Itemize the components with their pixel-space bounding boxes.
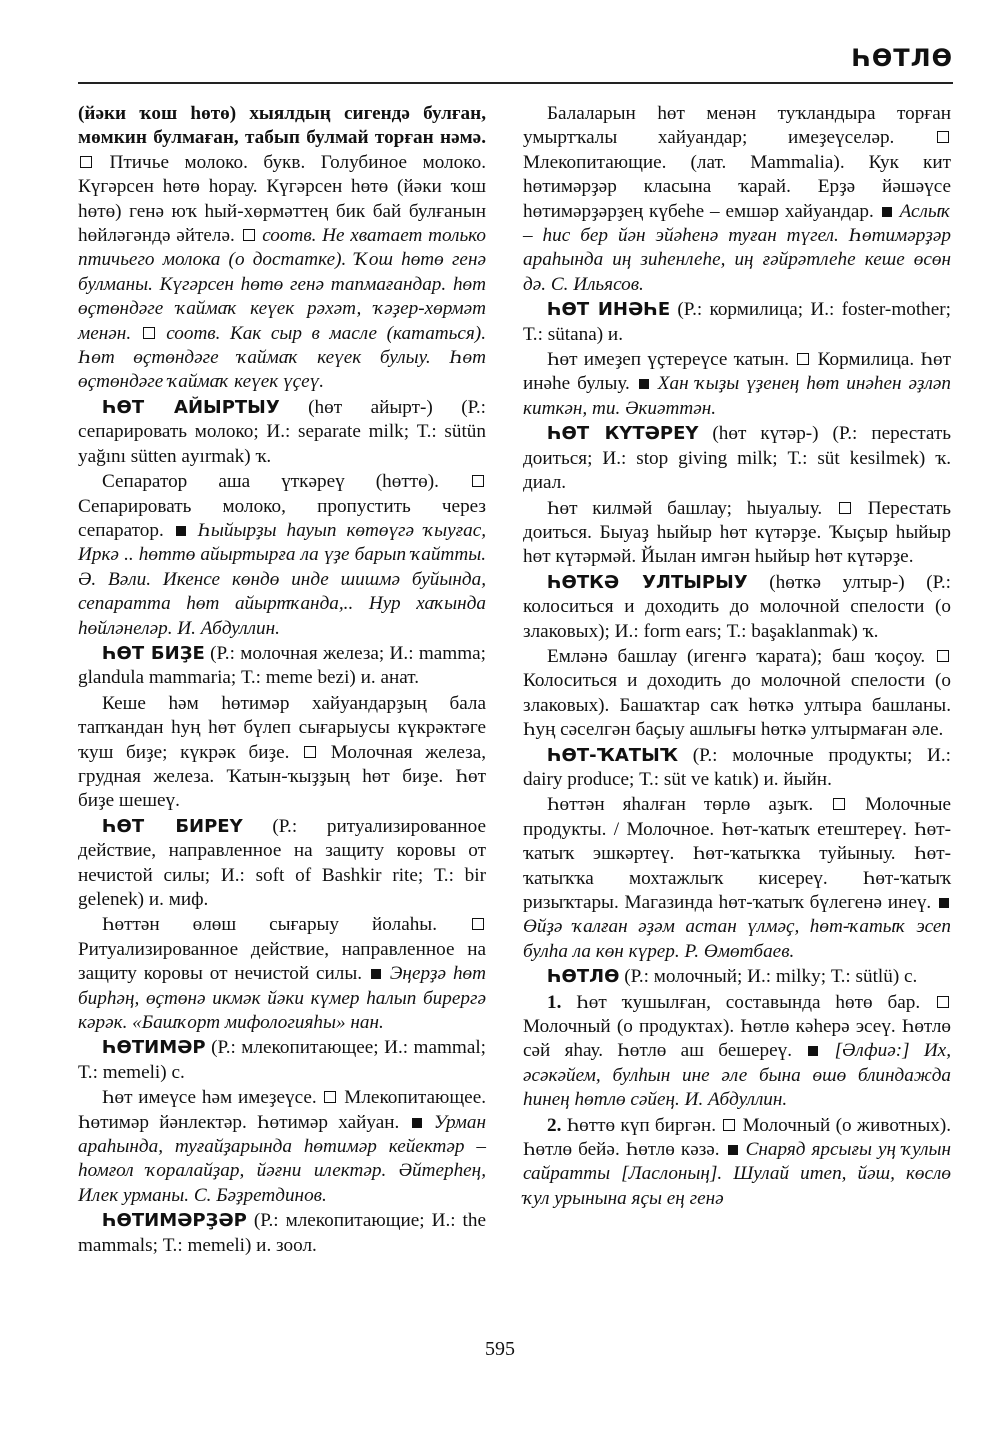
quotation: [Әлфиә:] Их, әсәкәйем, булһын ине әле бына өшө блиндажда һинең һөтлө сәйең. И. Абдуллин. [523, 1040, 952, 1111]
continued-entry [78, 102, 486, 395]
headword: ҺӨТ ИНӘҺЕ [547, 299, 671, 321]
entry-grammar: (һөт айырт-) (Р.: сепарировать молоко; И.: separate milk; Т.: sütün yağını sütten ayırmak) ҡ. [78, 396, 486, 467]
headword: ҺӨТЛӨ [547, 966, 620, 988]
entry-grammar: (Р.: кормилица; И.: foster-mother; Т.: sütana) и. [523, 299, 952, 345]
dictionary-entry [523, 965, 951, 989]
quotation: Урман араһында, туғайҙарында һөтимәр кейектәр – һомғол ҡоралайҙар, йәғни илектәр. Әйтерһең, Илек урманы. С. Бәҙретдинов. [78, 1111, 487, 1206]
translation: Колоситься и доходить до молочной спелости (о злаковых). Башаҡтар саҡ һөткә ултыра башланы. Һуң сәселгән баҫыу ашлығы һөткә ултырмаған әле. [523, 670, 951, 741]
definition: Һөт имеҙеп үҫтереүсе ҡатын. [547, 349, 790, 371]
running-head: ҺӨТЛӨ [851, 44, 953, 72]
translation-marker-icon [243, 229, 255, 241]
quotation-marker-icon [412, 1118, 422, 1128]
translation-marker-icon [833, 798, 845, 810]
translation-marker-icon [472, 475, 484, 487]
headword: ҺӨТ БИРЕҮ [102, 815, 243, 837]
entry-grammar: (Р.: молочные продукты; И.: dairy produce; Т.: süt ve katık) и. йыйн. [523, 744, 951, 790]
quotation: Эңерҙә һөт бирһәң, өҫтөнә икмәк йәки күмер һалып бирергә кәрәк. «Башҡорт мифологияһы» нан. [78, 963, 486, 1034]
quotation: Өйҙә ҡалған әҙәм астан үлмәҫ, һөт-ҡатыҡ эсеп булһа ла көн күрер. Р. Өмөтбаев. [523, 916, 951, 962]
headword: ҺӨТ-ҠАТЫҠ [547, 744, 679, 766]
headword: ҺӨТ КҮТӘРЕҮ [547, 423, 699, 445]
translation-marker-icon [937, 996, 949, 1008]
entry-sense [523, 348, 951, 421]
definition: Һөт ҡушылған, составында һөтө бар. [576, 991, 921, 1013]
header-rule [78, 82, 953, 84]
entry-grammar: (һөткә ултыр-) (Р.: колоситься и доходить до молочной спелости (о злаковых); И.: form ears; Т.: başaklanmak) ҡ. [523, 571, 951, 642]
dictionary-entry [78, 1036, 486, 1085]
entry-grammar: (Р.: молочный; И.: milky; Т.: sütlü) с. [624, 966, 918, 988]
quotation: Снаряд ярсығы уң ҡулын сайратты [Ласлоның]. Шулай итеп, йәш, көслө ҡул урынына яҫы ең генә [523, 1139, 952, 1209]
definition: Кеше һәм һөтимәр хайуандарҙың бала тапҡандан һуң һөт бүлеп сығарыусы күкрәктәге ҡуш биҙе; күкрәк биҙе. [78, 692, 486, 763]
translation-marker-icon [723, 1119, 735, 1131]
dictionary-entry [523, 571, 951, 644]
left-column [78, 102, 486, 1259]
translation: Сепарировать молоко, пропустить через сепаратор. [78, 495, 486, 541]
entry-sense [523, 1114, 951, 1212]
entry-sense [78, 470, 486, 641]
headword: ҺӨТКӘ УЛТЫРЫУ [547, 571, 748, 593]
dictionary-entry [523, 744, 951, 793]
translation: Птичье молоко. букв. Голубиное молоко. Күгәрсен һөтө һорау. Күгәрсен һөтө (йәки ҡош һөтө) генә юҡ һый-хөрмәттең бик бай булғанын һөйләгәндә әйтелә. [78, 151, 486, 247]
sense-number: 1. [547, 991, 562, 1013]
translation: Молочные продукты. / Молочное. Һөт-ҡатыҡ етештереү. Һөт-ҡатыҡ эшкәртеү. Һөт-ҡатыҡҡа туйыныу. Һөт-ҡатыҡҡа мохтажлыҡ кисереү. Һөт-ҡатыҡ ризыҡтары. Магазинда һөт-ҡатыҡ бүлегенә инеү. [523, 794, 951, 913]
entry-grammar: (Р.: молочная железа; И.: mamma; glandula mammaria; Т.: meme bezi) и. анат. [78, 642, 487, 689]
definition: Һөт килмәй башлау; һыуалыу. [547, 497, 823, 519]
entry-sense [523, 645, 951, 743]
entry-sense [78, 913, 486, 1035]
entry-grammar: (һөт күтәр-) (Р.: перестать доиться; И.: stop giving milk; Т.: süt kesilmek) ҡ. диал. [523, 423, 951, 494]
quotation: Аслыҡ – һис бер йән эйәһенә туған түгел. Һөтимәрҙәр араһында иң зиһенлеһе, иң ғәйрәтлеһе кеше өсөн дә. С. Ильясов. [523, 200, 952, 295]
definition: Балаларын һөт менән туҡландыра торған умыртҡалы хайуандар; имеҙеүселәр. [523, 103, 951, 149]
translation-marker-icon [797, 353, 809, 365]
definition: Сепаратор аша үткәреү (һөттө). [102, 471, 439, 493]
quotation-marker-icon [639, 379, 649, 389]
definition: Һөттән яһалған төрлө аҙыҡ. [547, 794, 814, 816]
translation-marker-icon [472, 918, 484, 930]
dictionary-entry [523, 298, 951, 347]
entry-sense [523, 102, 951, 297]
translation: Ритуализированное действие, направленное на защиту коровы от нечистой силы. [78, 938, 486, 985]
translation: Кормилица. Һөт инәһе булыу. [523, 349, 951, 395]
entry-sense [523, 991, 951, 1113]
headword: ҺӨТ АЙЫРТЫУ [102, 396, 280, 418]
headword: ҺӨТИМӘР [102, 1037, 206, 1059]
translation: Перестать доиться. Быуаҙ һыйыр һөт күтәрҙе. Ҡыҫыр һыйыр һөт күтәрмәй. Йылан имгән һыйыр һөт күтәрҙе. [523, 497, 951, 568]
definition: Һөт имеүсе һәм имеҙеүсе. [102, 1087, 317, 1109]
translation: Молочная железа, грудная железа. Ҡатын-ҡыҙҙың һөт биҙе. Һөт биҙе шешеү. [78, 741, 487, 812]
translation: Молочный (о продуктах). Һөтлө кәһерә эсеү. Һөтлө сәй яһау. Һөтлө аш бешереү. [523, 1016, 951, 1062]
definition: Һөттө күп биргән. [566, 1114, 716, 1136]
translation: Млекопитающее. Һөтимәр йәнлектәр. Һөтимәр хайуан. [78, 1087, 487, 1133]
translation-marker-icon [937, 131, 949, 143]
entry-sense [78, 1086, 486, 1208]
translation: Молочный (о животных). Һөтлө бейә. Һөтлө кәзә. [523, 1114, 952, 1161]
idiom-equivalent: соотв. Как сыр в масле (кататься). Һөт өҫтөндәге ҡаймаҡ кеүек булыу. Һөт өҫтөндәге ҡаймаҡ кеүек үҫеү. [78, 322, 486, 393]
entry-sense [523, 793, 951, 964]
dictionary-entry [78, 642, 486, 691]
dictionary-entry [78, 1209, 486, 1258]
page-number: 595 [485, 1338, 515, 1360]
quotation-marker-icon [371, 969, 381, 979]
translation-marker-icon [324, 1091, 336, 1103]
quotation-marker-icon [882, 207, 892, 217]
dictionary-entry [523, 422, 951, 495]
translation-marker-icon [80, 156, 92, 168]
right-column [523, 102, 951, 1212]
translation-marker-icon [143, 327, 155, 339]
entry-grammar: (Р.: млекопитающее; И.: mammal; Т.: memeli) с. [78, 1037, 487, 1083]
entry-sense [523, 497, 951, 570]
definition: Һөттән өлөш сығарыу йолаһы. [102, 914, 437, 936]
phrase: (йәки ҡош һөтө) хыялдың сигендә булған, мөмкин булмаған, табып булмай торған нәмә. [78, 103, 486, 149]
quotation: Һыйырҙы һауып көтөүгә ҡыуғас, Иркә .. һөттө айыртырға ла үҙе барып ҡайтты. Ә. Вәли. Икенсе көндө инде шишмә буйында, сепаратта һөт айыртҡанда,.. Нур хаҡында һөйләнеләр. И. Абдуллин. [78, 519, 487, 639]
quotation-marker-icon [176, 526, 186, 536]
dictionary-entry [78, 396, 486, 469]
entry-grammar: (Р.: млекопитающие; И.: the mammals; Т.: memeli) и. зоол. [78, 1210, 486, 1256]
headword: ҺӨТ БИҘЕ [102, 642, 205, 664]
quotation: Хан ҡыҙы үҙенең һөт инәһен әҙләп киткән, ти. Әкиәттән. [523, 373, 951, 419]
quotation-marker-icon [808, 1046, 818, 1056]
translation-marker-icon [304, 746, 316, 758]
headword: ҺӨТИМӘРҘӘР [102, 1210, 247, 1232]
entry-sense [78, 692, 486, 814]
translation: Млекопитающие. (лат. Mammalia). Кук кит һөтимәрҙәр класына ҡарай. Ерҙә йәшәүсе һөтимәрҙәрҙең күбеһе – емшәр хайуандар. [523, 151, 951, 222]
definition: Емләнә башлау (игенгә ҡарата); баш ҡоҫоу. [547, 645, 926, 667]
translation-marker-icon [937, 650, 949, 662]
quotation-marker-icon [728, 1145, 738, 1155]
translation-marker-icon [839, 502, 851, 514]
quotation-marker-icon [939, 898, 949, 908]
idiom-equivalent: соотв. Не хватает только птичьего молока (о достатке). Ҡош һөтө генә булманы. Күгәрсен һөтө генә тапмағандар. һөт өҫтөндәге ҡаймаҡ кеүек рәхәт, ҡәҙер-хөрмәт менән. [78, 225, 487, 344]
entry-grammar: (Р.: ритуализированное действие, направленное на защиту коровы от нечистой силы; И.: soft of Bashkir rite; Т.: bir gelenek) и. миф. [78, 815, 486, 910]
sense-number: 2. [547, 1114, 562, 1136]
dictionary-entry [78, 815, 486, 913]
